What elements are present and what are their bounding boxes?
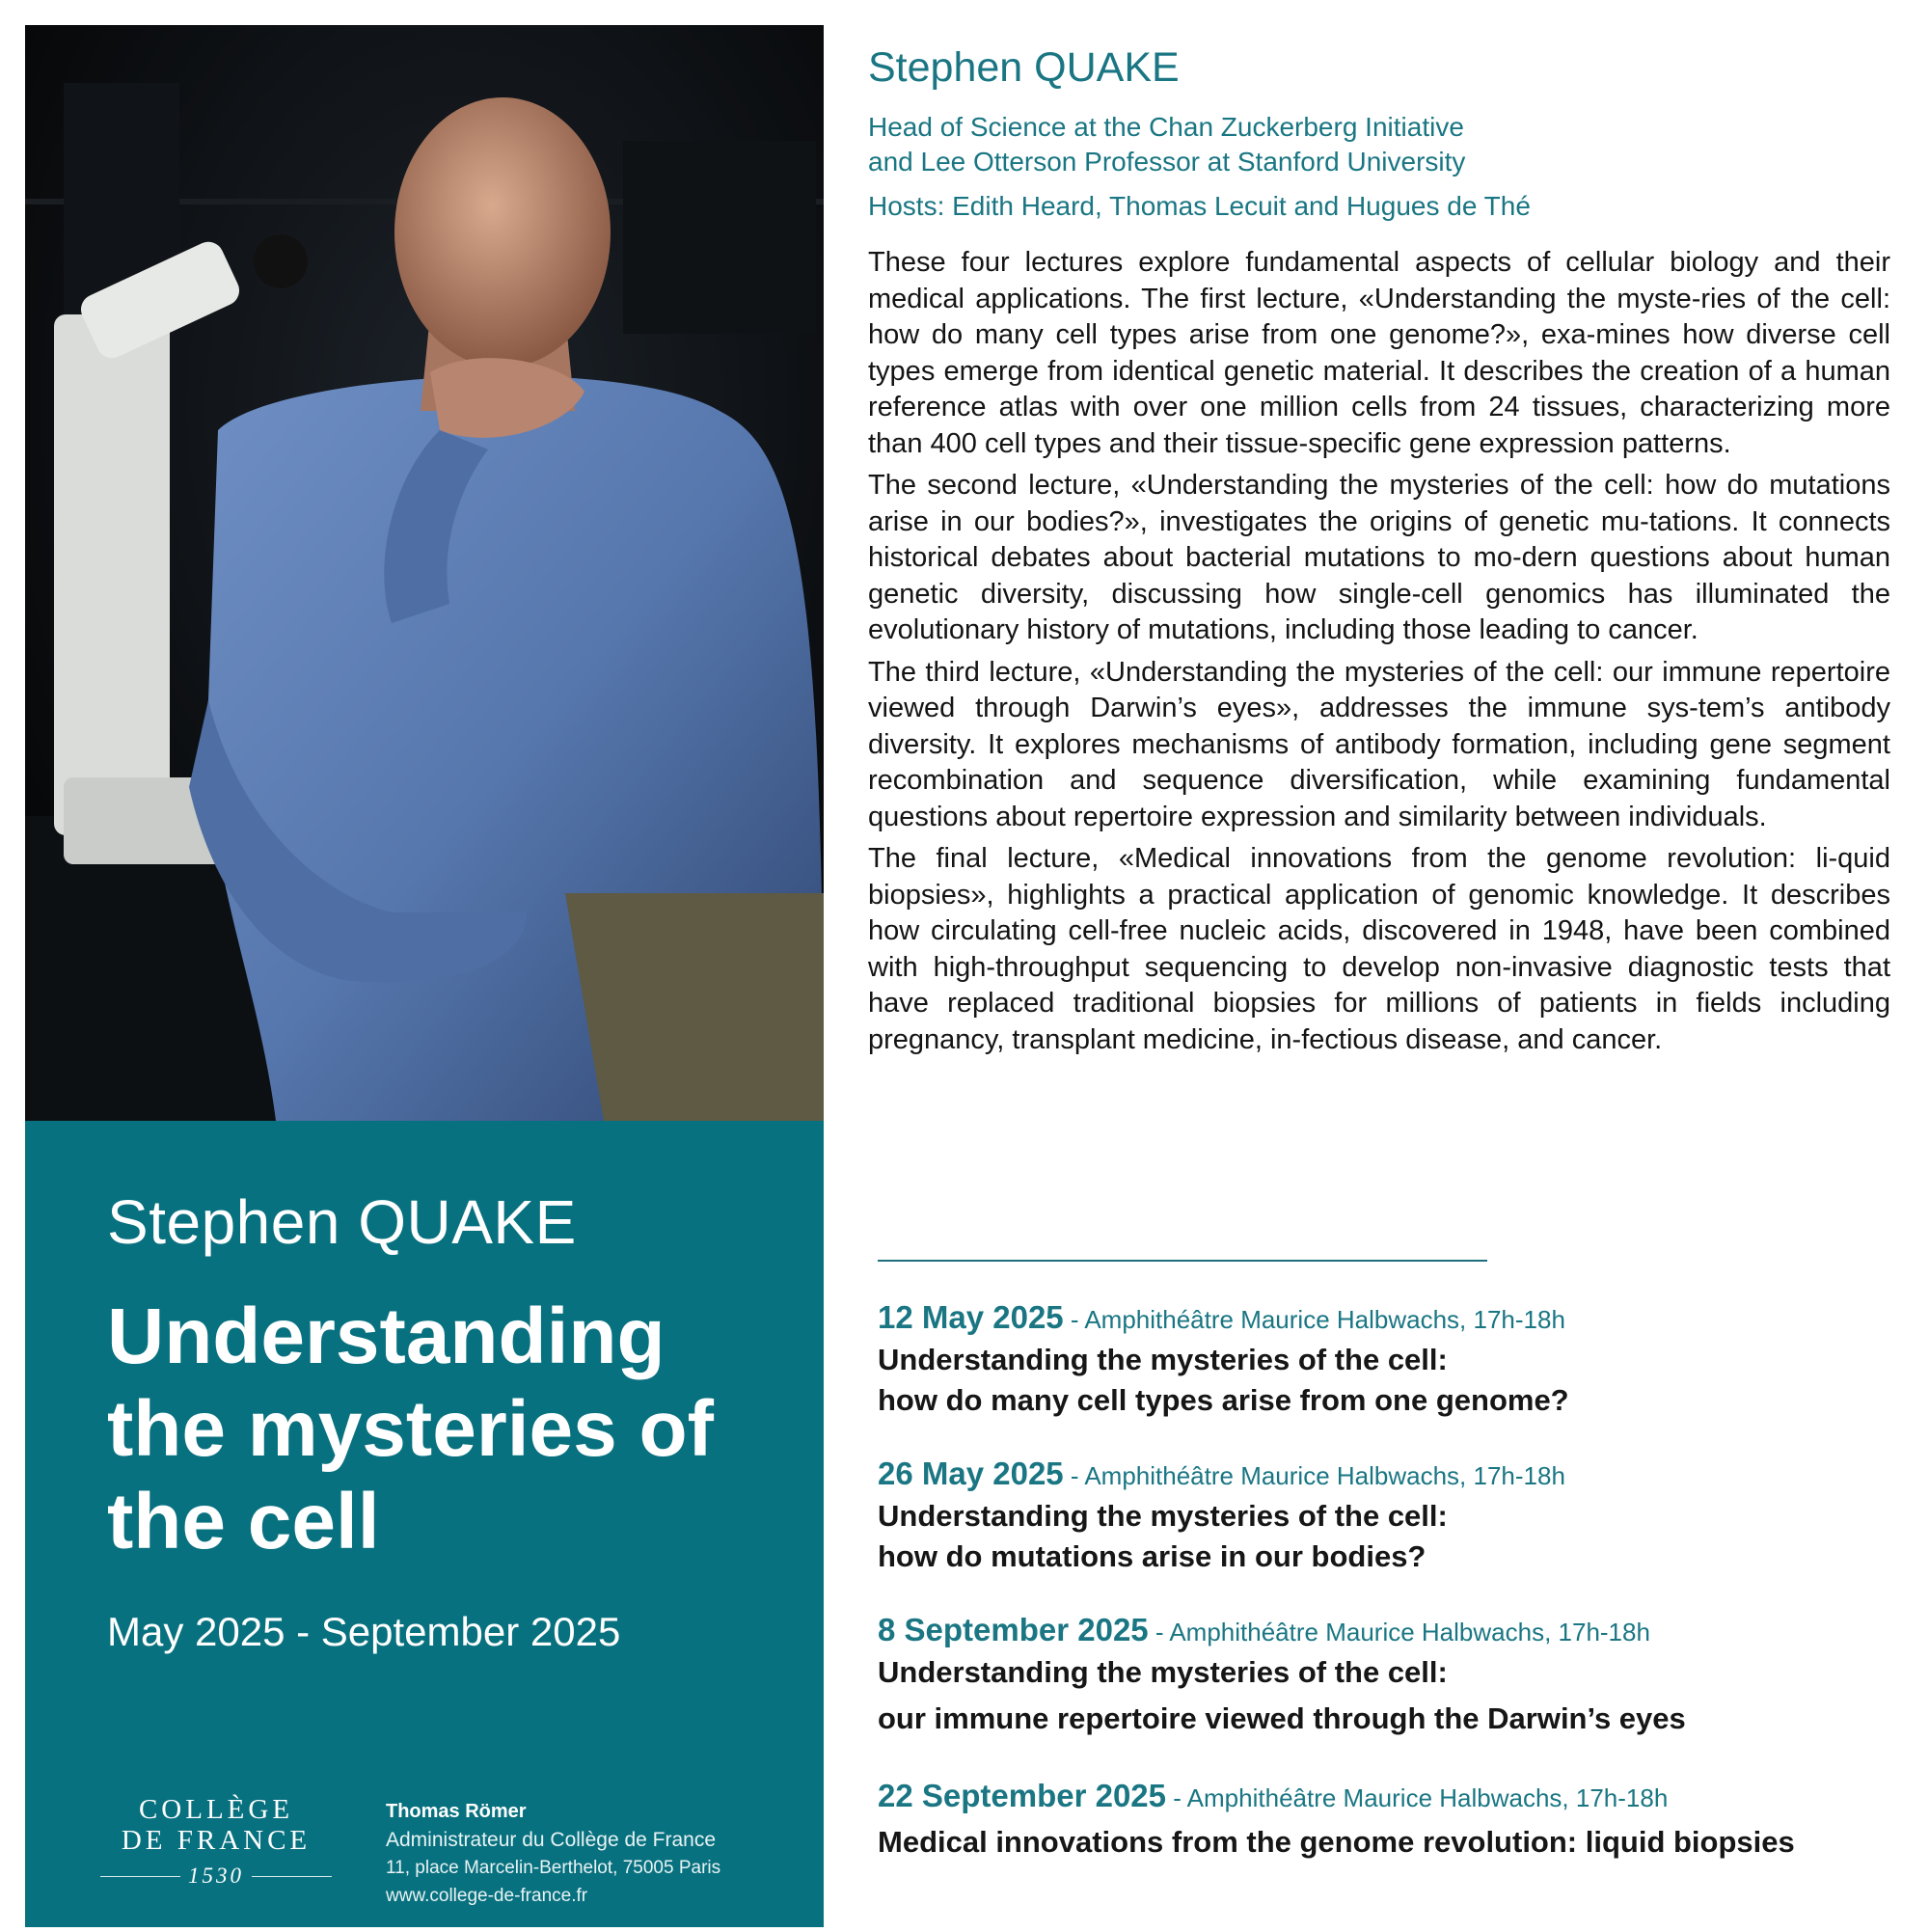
panel-speaker-name: Stephen QUAKE [107,1187,577,1257]
institution-website[interactable]: www.college-de-france.fr [386,1886,588,1906]
institution-address: 11, place Marcelin-Berthelot, 75005 Paris [386,1858,721,1878]
session-header [878,1610,1900,1652]
lecture-session [878,1776,1900,1932]
lecture-session [878,1297,1900,1454]
course-title: Understanding the mysteries of the cell [107,1293,714,1565]
session-location: - Amphithéâtre Maurice Halbwachs, 17h-18h [1166,1783,1669,1812]
session-header [878,1776,1900,1818]
speaker-title-line1: Head of Science at the Chan Zuckerberg Initiative [868,112,1464,142]
logo-line2: DE FRANCE [121,1825,312,1856]
session-date: 26 May 2025 [878,1456,1064,1491]
abstract-paragraph: These four lectures explore fundamental aspects of cellular biology and their medical applications. The first lecture, «Understanding the myste-ries of the cell: how do many cell types arise from one genome?», exa-mines how diverse cell types emerge from identical genetic material. It describes the creation of a human reference atlas with over one million cells from 24 tissues, characterizing more than 400 cell types and their tissue-specific gene expression patterns. [868,247,1890,459]
poster-left-column [25,25,824,1927]
session-header [878,1454,1900,1496]
logo-year-row [100,1864,332,1889]
speaker-name: Stephen QUAKE [868,44,1180,91]
session-title-line1: Understanding the mysteries of the cell: [878,1343,1448,1376]
speaker-affiliation [868,110,1890,179]
administrator-name: Thomas Römer [386,1801,527,1822]
speaker-portrait [25,25,824,1121]
session-title-line1: Understanding the mysteries of the cell: [878,1655,1448,1689]
session-title-line2: our immune repertoire viewed through the Darwin’s eyes [878,1701,1686,1735]
administrator-role: Administrateur du Collège de France [386,1829,717,1851]
session-title-line1: Medical innovations from the genome revolution: liquid biopsies [878,1825,1795,1859]
abstract [868,245,1890,1058]
logo-rule-left [100,1876,180,1877]
college-de-france-logo [100,1794,332,1889]
lecture-session [878,1610,1900,1776]
course-period: May 2025 - September 2025 [107,1609,621,1654]
session-date: 8 September 2025 [878,1612,1149,1647]
session-header [878,1297,1900,1340]
abstract-paragraph: The third lecture, «Understanding the mysteries of the cell: our immune repertoire viewed through Darwin’s eyes», addresses the immune sys-tem’s antibody diversity. It explores mechanisms of antibody formation, including gene segment recombination and sequence diversification, while examining fundamental questions about repertoire expression and similarity between individuals. [868,656,1890,832]
abstract-paragraph: The final lecture, «Medical innovations from the genome revolution: li-quid biopsies», highlights a practical application of genomic knowledge. It describes how circulating cell-free nucleic acids, discovered in 1948, have been combined with high-throughput sequencing to develop non-invasive diagnostic tests that have replaced traditional biopsies for millions of patients in fields including pregnancy, transplant medicine, in-fectious disease, and cancer. [868,843,1890,1055]
session-title-line1: Understanding the mysteries of the cell: [878,1499,1448,1533]
abstract-paragraph: The second lecture, «Understanding the mysteries of the cell: how do mutations arise in our bodies?», investigates the origins of genetic mu-tations. It connects historical debates about bacterial mutations to mo-dern questions about human genetic diversity, discussing how single-cell genomics has illuminated the evolutionary history of mutations, including those leading to cancer. [868,470,1890,645]
poster-right-column [868,39,1890,1064]
title-panel [25,1121,824,1927]
section-divider [878,1260,1487,1262]
administrator-block [386,1798,720,1910]
session-title-line2: how do mutations arise in our bodies? [878,1539,1426,1573]
session-location: - Amphithéâtre Maurice Halbwachs, 17h-18h [1063,1461,1565,1490]
hosts: Hosts: Edith Heard, Thomas Lecuit and Hugues de Thé [868,191,1531,221]
session-title-line2: how do many cell types arise from one genome? [878,1383,1569,1417]
speaker-title-line2: and Lee Otterson Professor at Stanford University [868,147,1466,177]
logo-year: 1530 [188,1864,244,1888]
session-date: 22 September 2025 [878,1778,1167,1813]
lecture-schedule [878,1297,1900,1932]
session-date: 12 May 2025 [878,1299,1064,1335]
logo-rule-right [252,1876,332,1877]
session-location: - Amphithéâtre Maurice Halbwachs, 17h-18h [1148,1618,1650,1646]
logo-line1: COLLÈGE [138,1794,294,1825]
session-location: - Amphithéâtre Maurice Halbwachs, 17h-18h [1063,1305,1565,1334]
lecture-session [878,1454,1900,1610]
